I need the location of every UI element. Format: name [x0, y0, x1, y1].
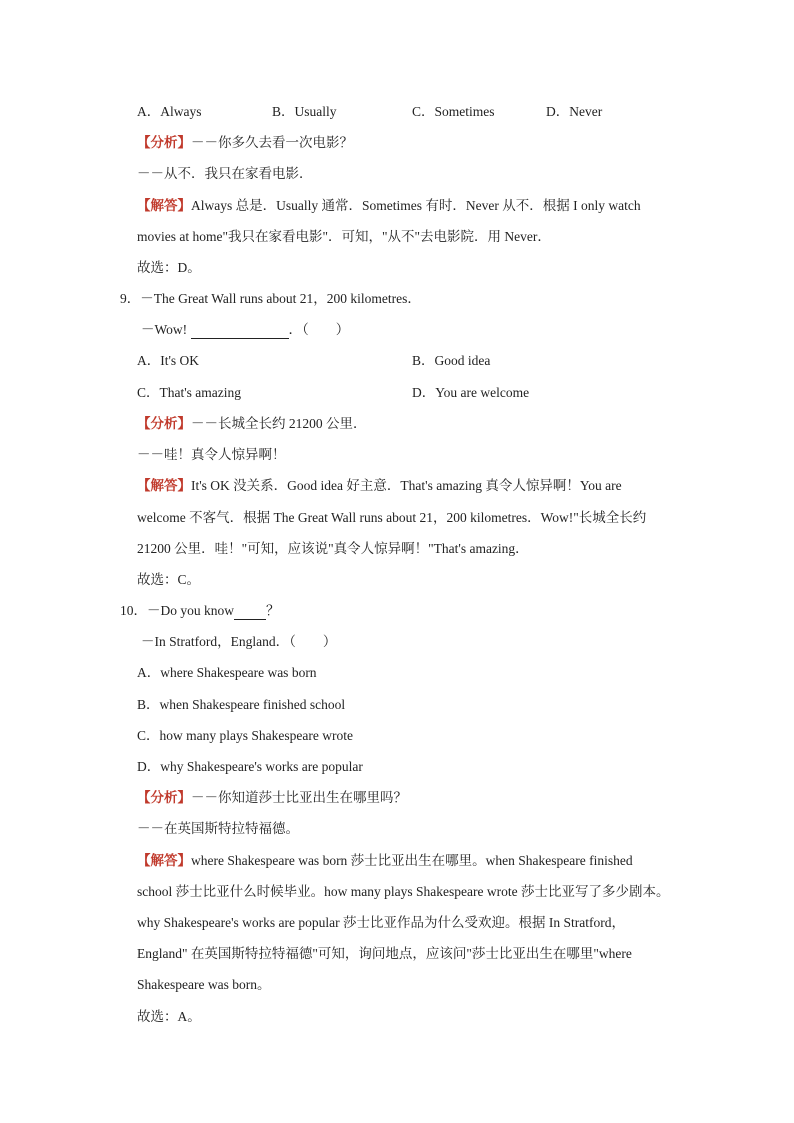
q10-analysis-2: －－在英国斯特拉特福德。: [137, 821, 299, 836]
answer-tag: 【解答】: [137, 853, 191, 868]
q9-answer-blank: [191, 324, 289, 339]
analysis-tag: 【分析】: [137, 135, 191, 150]
q8-choice: 故选：D。: [137, 260, 201, 275]
answer-text: It's OK 没关系．Good idea 好主意．That's amazing 真令人惊异啊！You are: [191, 478, 622, 493]
q9-stem-2-pre: －Wow!: [141, 322, 188, 337]
q9-stem: 9．－The Great Wall runs about 21，200 kilometres．: [120, 291, 421, 306]
q10-stem: [120, 602, 280, 620]
q9-option-a: A．It's OK: [137, 353, 200, 368]
q9-analysis-2: －－哇！真令人惊异啊！: [137, 447, 286, 462]
q10-answer-blank: [234, 605, 266, 620]
q10-option-d: D．why Shakespeare's works are popular: [137, 759, 363, 774]
q10-answer-3: why Shakespeare's works are popular 莎士比亚作品为什么受欢迎。根据 In Stratford，: [137, 915, 625, 930]
q8-option-a: A．Always: [137, 104, 202, 119]
q10-option-c: C．how many plays Shakespeare wrote: [137, 728, 353, 743]
q9-option-c: C．That's amazing: [137, 385, 242, 400]
q10-option-a: A．where Shakespeare was born: [137, 665, 317, 680]
q9-stem-2: [141, 321, 349, 339]
q10-stem-post: ？: [266, 603, 280, 618]
q8-option-b: B．Usually: [272, 104, 337, 119]
q10-stem-pre: 10．－Do you know: [120, 603, 234, 618]
q10-option-b: B．when Shakespeare finished school: [137, 697, 346, 712]
q8-option-d: D．Never: [546, 104, 603, 119]
q9-stem-2-post: ．（ ）: [288, 322, 350, 337]
q8-answer: [137, 197, 641, 215]
q10-answer-5: Shakespeare was born。: [137, 977, 271, 992]
q9-answer-2: welcome 不客气．根据 The Great Wall runs about 21，200 kilometres．Wow!"长城全长约: [137, 510, 647, 525]
q8-answer-2: movies at home"我只在家看电影"．可知，"从不"去电影院．用 Never．: [137, 229, 551, 244]
q9-choice: 故选：C。: [137, 572, 201, 587]
analysis-text: －－你多久去看一次电影？: [191, 135, 353, 150]
answer-text: where Shakespeare was born 莎士比亚出生在哪里。when Shakespeare finished: [191, 853, 633, 868]
q8-option-c: C．Sometimes: [412, 104, 495, 119]
q10-analysis: [137, 789, 407, 807]
analysis-text: －－长城全长约 21200 公里．: [191, 416, 367, 431]
analysis-tag: 【分析】: [137, 416, 191, 431]
q8-analysis: [137, 134, 353, 152]
answer-text: Always 总是．Usually 通常．Sometimes 有时．Never 从不．根据 I only watch: [191, 198, 641, 213]
q9-answer-3: 21200 公里．哇！"可知，应该说"真令人惊异啊！"That's amazing．: [137, 541, 529, 556]
answer-tag: 【解答】: [137, 198, 191, 213]
q10-answer: [137, 852, 633, 870]
q9-option-b: B．Good idea: [412, 353, 491, 368]
q10-choice: 故选：A。: [137, 1009, 201, 1024]
q9-analysis: [137, 415, 367, 433]
analysis-tag: 【分析】: [137, 790, 191, 805]
q8-analysis-2: －－从不．我只在家看电影．: [137, 166, 313, 181]
answer-tag: 【解答】: [137, 478, 191, 493]
q9-answer: [137, 477, 622, 495]
analysis-text: －－你知道莎士比亚出生在哪里吗？: [191, 790, 407, 805]
q10-answer-2: school 莎士比亚什么时候毕业。how many plays Shakespeare wrote 莎士比亚写了多少剧本。: [137, 884, 670, 899]
q10-stem-2: －In Stratford，England．（ ）: [141, 634, 337, 649]
q10-answer-4: England" 在英国斯特拉特福德"可知，询问地点，应该问"莎士比亚出生在哪里"where: [137, 946, 632, 961]
q9-option-d: D．You are welcome: [412, 385, 530, 400]
